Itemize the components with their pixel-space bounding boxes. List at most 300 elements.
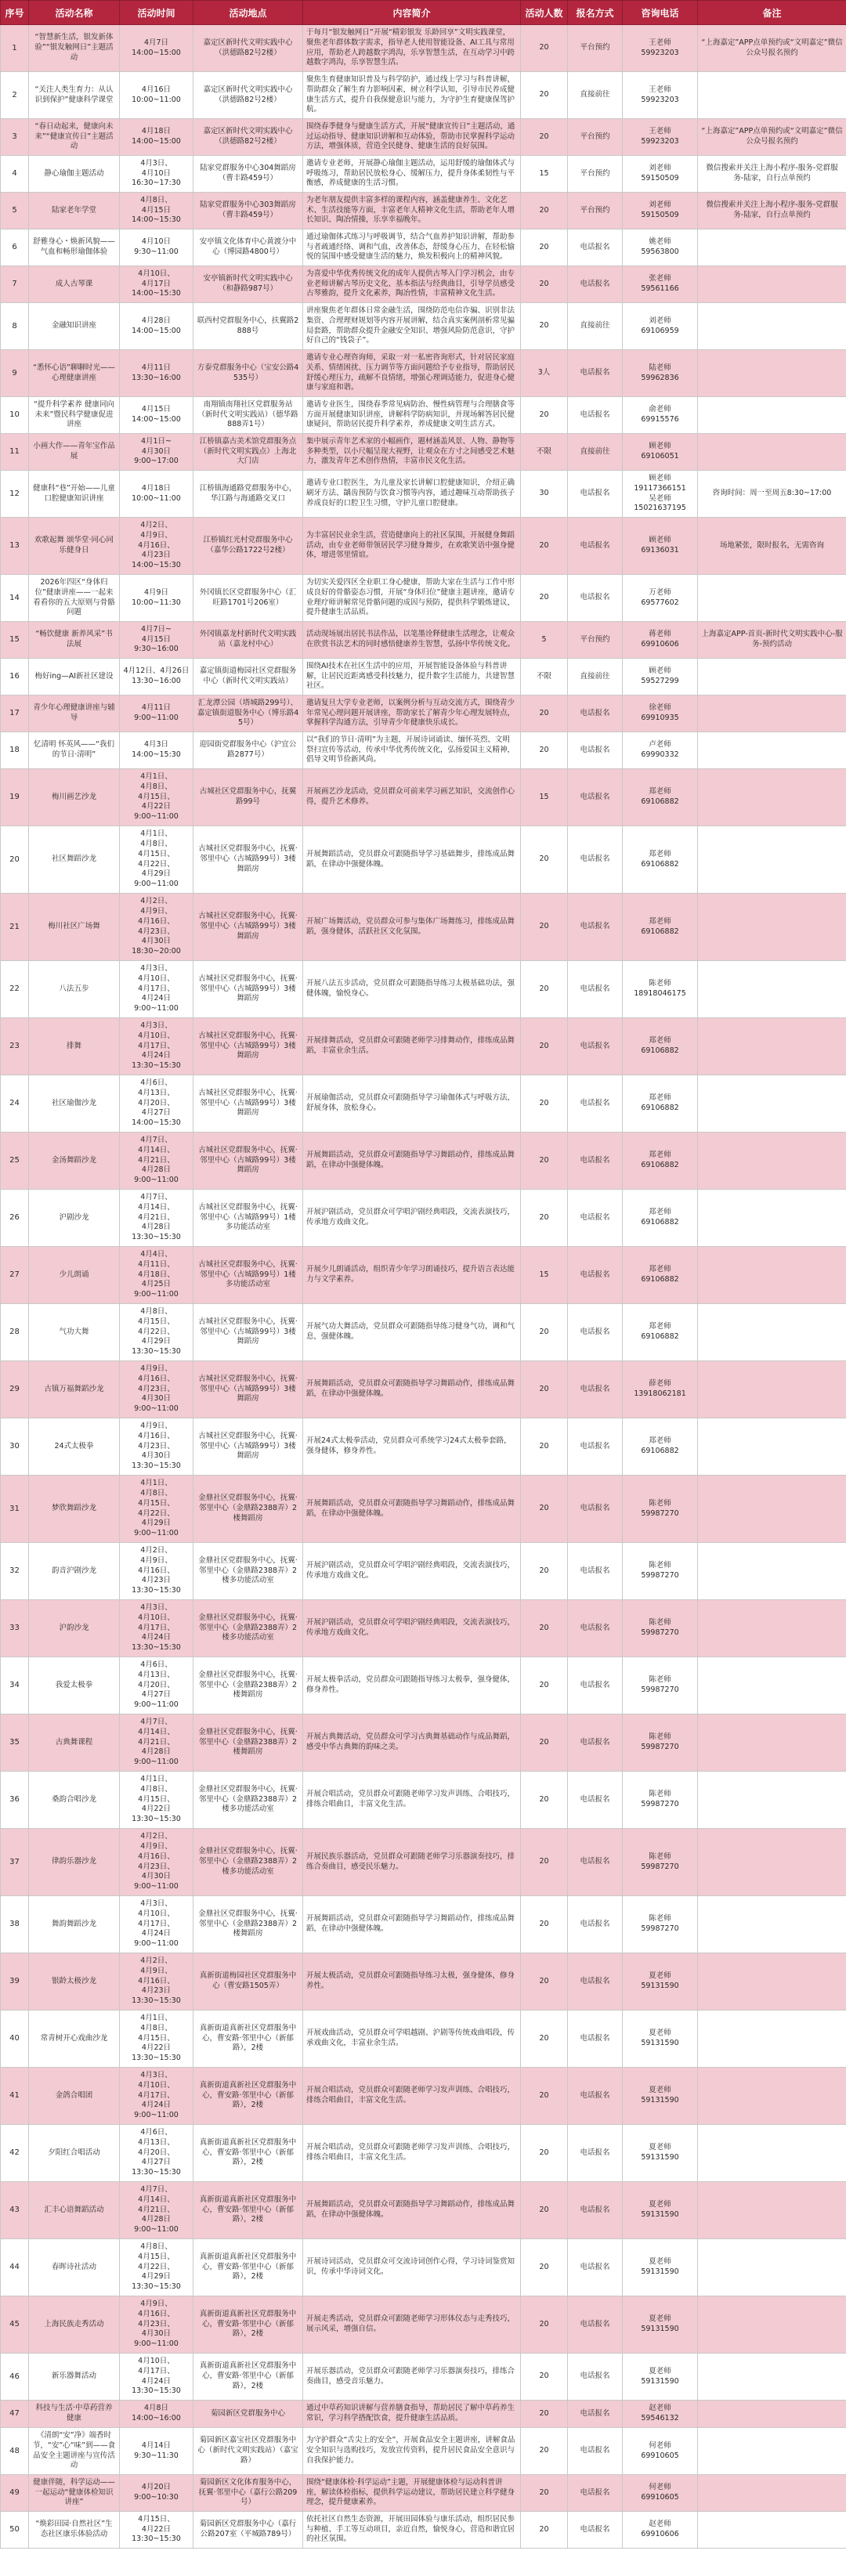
row-activity-name-text: 我爱太极拳 [55,1680,93,1689]
row-signup-method [568,303,623,350]
row-count [521,350,568,397]
row-count [521,2182,568,2239]
row-seq [1,732,29,769]
row-intro [303,1418,521,1476]
row-phone [623,1418,698,1476]
row-intro [303,1361,521,1418]
row-seq-text: 28 [9,1328,20,1337]
row-phone-text: 郑老师 69106882 [641,1036,679,1055]
row-signup-method [568,659,623,695]
row-signup-method [568,156,623,193]
row-phone [623,1953,698,2011]
row-intro-text: 开展诗词活动，党员群众可交流诗词创作心得，学习诗词鉴赏知识，传承中华诗词文化。 [306,2257,515,2276]
row-time [120,1247,193,1304]
row-seq-text: 22 [9,985,20,994]
row-phone [623,2239,698,2296]
row-activity-name-text: 气功大舞 [59,1327,89,1336]
row-place-text: 古城社区党群服务中心，抚翼·邻里中心（古城路99号）3楼舞蹈房 [198,844,298,873]
row-time-text: 4月2日、 4月9日、 4月16日、 4月23日 13:30~15:30 [132,1956,181,2006]
row-note [698,1896,846,1953]
row-activity-name-text: 金融知识讲座 [51,321,96,331]
row-signup-method [568,2068,623,2125]
row-place-text: 安亭镇文化体育中心黄渡分中心（博园路4800号） [199,237,297,256]
row-intro [303,193,521,229]
row-intro-text: 通过瑜伽体式练习与呼吸调节，结合气血养护知识讲解，帮助参与者疏通经络、调和气血，改善体态，舒缓身心压力，在轻松愉悦的氛围中感受健康生活的魅力，焕发积极向上的精神风貌。 [306,232,515,262]
row-signup-method-text: 电话报名 [580,2262,610,2271]
row-activity-name-text: 八法五步 [59,984,89,993]
row-signup-method [568,732,623,769]
row-intro [303,1075,521,1133]
row-place-text: 古城社区党群服务中心，抚翼·邻里中心（古城路99号）3楼舞蹈房 [198,1374,298,1404]
row-count [521,2428,568,2475]
row-time [120,1896,193,1953]
row-signup-method-text: 电话报名 [580,1041,610,1050]
row-phone-text: 王老师 59923203 [641,127,679,146]
row-time [120,1772,193,1829]
row-seq-text: 5 [12,206,17,215]
row-place [193,119,303,156]
row-activity-name-text: “畅饮健康 新养风采”书法展 [35,630,113,649]
row-seq [1,193,29,229]
row-place-text: 江桥镇海通路党群服务中心，华江路与海通路交叉口 [199,483,297,503]
row-activity-name-text: 青少年心理健康讲座与辅导 [33,703,115,722]
row-place-text: 真新街道真新社区党群服务中心，曹安路·邻里中心（新郁路），2楼 [199,2252,297,2282]
row-phone-text: 郑老师 69106882 [641,1265,679,1284]
row-phone [623,732,698,769]
row-phone [623,2182,698,2239]
row-place-text: 嘉定镇街道梅园社区党群服务中心（新时代文明实践站） [199,667,297,685]
row-count [521,2475,568,2512]
row-signup-method-text: 电话报名 [580,1098,610,1107]
row-signup-method-text: 电话报名 [580,2446,610,2455]
row-phone-text: 王老师 59923203 [641,85,679,104]
row-time [120,2182,193,2239]
row-time-text: 4月3日、 4月10日、 4月17日、 4月24日 13:30~15:30 [132,1021,181,1071]
row-activity-name [29,434,120,471]
row-time-text: 4月12日、4月26日 13:30~16:00 [123,667,190,685]
row-place [193,1714,303,1772]
row-phone-text: 郑老师 69106882 [641,1436,679,1455]
row-count [521,2512,568,2549]
row-seq-text: 41 [9,2091,20,2101]
row-note [698,695,846,732]
row-seq-text: 6 [12,243,17,252]
header-intro: 内容简介 [303,1,521,25]
row-activity-name-text: “智慧新生活，银发新体验”“银发触网日”主题活动 [34,33,114,62]
row-intro [303,2011,521,2068]
row-activity-name [29,2354,120,2401]
row-time [120,961,193,1018]
row-intro [303,434,521,471]
row-place-text: 金鼎社区党群服务中心，抚翼·邻里中心（金鼎路2388弄）2楼舞蹈房 [198,1909,298,1938]
table-row [1,659,846,695]
row-count [521,2011,568,2068]
row-phone [623,1543,698,1600]
row-phone-text: 刘老师 59150509 [641,164,679,182]
row-phone-text: 俞老师 69915576 [641,405,679,424]
row-intro-text: 开展舞蹈活动，党员群众可跟随指导学习基础舞步，排练成品舞蹈，在律动中强健体魄。 [306,849,515,869]
row-activity-name [29,2296,120,2354]
row-phone [623,1476,698,1543]
row-intro-text: 开展排舞活动，党员群众可跟随老师学习排舞动作，排练成品舞蹈，丰富业余生活。 [306,1036,515,1055]
row-time [120,434,193,471]
row-phone-text: 夏老师 59131590 [641,2200,679,2219]
row-signup-method [568,2296,623,2354]
row-intro [303,156,521,193]
table-row [1,266,846,303]
row-seq [1,2512,29,2549]
row-count [521,695,568,732]
row-note [698,1418,846,1476]
row-time [120,1018,193,1075]
row-place [193,1600,303,1657]
row-count [521,1543,568,1600]
row-count [521,826,568,894]
row-time-text: 4月8日、 4月15日、 4月22日、 4月29日 13:30~15:30 [132,2242,181,2292]
row-note [698,2068,846,2125]
row-place-text: 汇龙潭公园（塔城路299号）、嘉定镇街道服务中心（博乐路45号） [197,698,299,728]
row-activity-name-text: 梅好ing—AI新社区建设 [34,671,114,681]
row-activity-name [29,2068,120,2125]
row-activity-name-text: 梦欣舞蹈沙龙 [51,1504,96,1513]
row-seq-text: 32 [9,1566,20,1576]
row-activity-name [29,350,120,397]
row-activity-name-text: “焕彩田园·自然社区”生态社区康乐体验活动 [35,2520,113,2538]
row-count [521,1657,568,1714]
row-intro [303,2182,521,2239]
row-signup-method [568,266,623,303]
row-activity-name-text: 金鸽合唱团 [55,2090,93,2100]
table-row [1,2239,846,2296]
row-note [698,1657,846,1714]
row-phone [623,397,698,434]
row-place-text: 迎园街党群服务中心（沪宜公路2877号） [199,740,297,759]
table-row [1,1896,846,1953]
row-signup-method-text: 平台预约 [580,168,610,178]
row-seq-text: 30 [9,1442,20,1451]
row-signup-method-text: 平台预约 [580,43,610,52]
row-seq-text: 15 [9,635,20,645]
table-row [1,229,846,266]
row-seq-text: 35 [9,1738,20,1747]
row-count [521,25,568,72]
row-signup-method-text: 电话报名 [580,1976,610,1985]
row-signup-method [568,2428,623,2475]
row-activity-name [29,2239,120,2296]
row-place-text: 菊园新区党群服务中心 [210,2408,285,2418]
row-place-text: 金鼎社区党群服务中心，抚翼·邻里中心（金鼎路2388弄）2楼舞蹈房 [198,1670,298,1700]
row-signup-method [568,2239,623,2296]
row-signup-method-text: 直接前往 [580,446,610,456]
row-phone-text: 陈老师 59987270 [641,1914,679,1933]
row-phone [623,575,698,622]
row-place [193,2512,303,2549]
row-place-text: 金鼎社区党群服务中心，抚翼·邻里中心（金鼎路2388弄）2楼多功能活动室 [198,1555,298,1585]
row-intro-text: 开展舞蹈活动，党员群众可跟随指导学习舞蹈动作，排练成品舞蹈，在律动中强健体魄。 [306,2200,515,2219]
row-seq [1,1418,29,1476]
row-phone-text: 郑老师 69106882 [641,916,679,936]
row-note [698,350,846,397]
row-count-text: 20 [539,2205,549,2214]
row-phone-text: 夏老师 59131590 [641,2257,679,2276]
row-count-text: 20 [539,1155,549,1165]
row-intro [303,266,521,303]
row-note [698,622,846,659]
row-count [521,1772,568,1829]
row-phone-text: 顾老师 69106051 [641,442,679,461]
row-intro [303,229,521,266]
row-place [193,1476,303,1543]
row-count [521,434,568,471]
row-place-text: 金鼎社区党群服务中心，抚翼·邻里中心（金鼎路2388弄）2楼舞蹈房 [198,1494,298,1523]
row-place-text: 外冈镇嘉龙村新时代文明实践站（嘉龙村中心） [199,630,297,649]
row-place [193,2239,303,2296]
row-seq-text: 47 [9,2409,20,2419]
row-phone-text: 郑老师 69106882 [641,787,679,806]
row-intro [303,25,521,72]
table-body [1,25,846,2549]
row-signup-method [568,1133,623,1190]
row-seq-text: 49 [9,2488,20,2498]
row-activity-name-text: 成人古琴课 [55,279,93,288]
row-seq-text: 3 [12,132,17,142]
row-intro [303,961,521,1018]
row-activity-name [29,826,120,894]
row-seq [1,622,29,659]
row-phone [623,894,698,961]
row-count [521,622,568,659]
row-count-text: 15 [539,1270,549,1279]
row-signup-method [568,1896,623,1953]
row-phone [623,961,698,1018]
row-time [120,229,193,266]
row-intro [303,769,521,826]
row-activity-name [29,1829,120,1896]
row-time [120,1190,193,1247]
row-time-text: 4月2日、 4月9日、 4月16日、 4月23日、 4月30日 9:00~11:00 [134,1832,179,1891]
table-row [1,2401,846,2428]
row-place [193,518,303,575]
row-intro [303,2125,521,2182]
row-count-text: 20 [539,2446,549,2455]
row-intro-text: 围绕春季健身与健康生活方式，开展“健康宣传日”主题活动，通过运动指导、健康知识讲解和互动体验，帮助市民掌握科学运动方法，增强体质，营造全民健身、健康生活的良好氛围。 [306,121,515,151]
row-signup-method [568,1304,623,1361]
row-activity-name [29,1896,120,1953]
row-activity-name-text: “提升科学素养 健康同向未来”暨民科学健康促进讲座 [34,399,114,429]
row-intro [303,826,521,894]
row-time [120,2011,193,2068]
row-activity-name-text: 24式太极拳 [54,1441,94,1451]
row-note [698,1714,846,1772]
row-intro [303,303,521,350]
row-seq-text: 39 [9,1977,20,1986]
row-phone-text: 姚老师 59563800 [641,237,679,256]
row-count [521,397,568,434]
row-phone [623,695,698,732]
row-activity-name [29,303,120,350]
row-place [193,1247,303,1304]
row-intro [303,350,521,397]
row-seq-text: 48 [9,2446,20,2455]
row-count-text: 30 [539,489,549,498]
row-signup-method [568,1714,623,1772]
row-count [521,1476,568,1543]
row-phone [623,1772,698,1829]
row-activity-name-text: “悉怀心语”聊聊时光——心理健康讲座 [33,363,115,382]
row-count [521,1075,568,1133]
row-intro-text: 开展少儿朗诵活动，组织青少年学习朗诵技巧，提升语言表达能力与文学素养。 [306,1265,515,1284]
row-place [193,622,303,659]
table-row [1,2068,846,2125]
row-count-text: 15 [539,168,549,178]
row-phone [623,769,698,826]
row-seq [1,1896,29,1953]
row-place-text: 嘉定区新时代文明实践中心（洪德路82号2楼） [203,38,293,57]
row-phone-text: 陈老师 59987270 [641,1561,679,1580]
row-seq [1,1714,29,1772]
row-count-text: 20 [539,242,549,251]
row-signup-method [568,1418,623,1476]
row-time [120,2068,193,2125]
row-count [521,1600,568,1657]
row-note-text: 场地紧张，限时报名，无需咨询 [719,540,824,550]
row-phone-text: 薛老师 13918062181 [634,1379,686,1398]
row-signup-method [568,1600,623,1657]
row-note [698,1190,846,1247]
row-count-text: 20 [539,745,549,754]
row-note [698,2011,846,2068]
row-place [193,2011,303,2068]
row-phone [623,2401,698,2428]
row-phone [623,2125,698,2182]
row-count [521,1018,568,1075]
row-signup-method-text: 直接前往 [580,90,610,99]
row-activity-name [29,119,120,156]
row-seq [1,2239,29,2296]
row-seq-text: 11 [9,447,20,457]
row-activity-name [29,518,120,575]
row-seq [1,350,29,397]
row-place [193,826,303,894]
row-place-text: 方泰党群服务中心（宝安公路4535号） [197,363,299,382]
row-seq-text: 1 [12,43,17,52]
row-time-text: 4月18日 10:00~11:00 [132,483,181,503]
table-row [1,2475,846,2512]
row-signup-method-text: 电话报名 [580,745,610,754]
row-activity-name [29,1018,120,1075]
row-count-text: 20 [539,2319,549,2329]
row-seq-text: 29 [9,1385,20,1394]
row-count-text: 20 [539,2148,549,2157]
row-signup-method-text: 电话报名 [580,1155,610,1165]
row-seq [1,1772,29,1829]
row-place [193,25,303,72]
row-place [193,732,303,769]
row-seq [1,518,29,575]
row-activity-name [29,1714,120,1772]
header-seq: 序号 [1,1,29,25]
row-phone [623,2428,698,2475]
row-activity-name-text: 陆家老年学堂 [51,205,96,215]
row-time [120,72,193,119]
row-signup-method [568,350,623,397]
row-intro-text: 开展太极拳活动，党员群众可跟随指导练习太极拳，强身健体，修身养性。 [306,1675,515,1694]
row-note [698,659,846,695]
row-time [120,695,193,732]
row-activity-name-text: 新乐器舞活动 [51,2372,96,2381]
row-time [120,350,193,397]
row-count-text: 20 [539,321,549,331]
row-phone [623,1018,698,1075]
row-activity-name [29,397,120,434]
table-row [1,1018,846,1075]
row-signup-method-text: 电话报名 [580,1919,610,1928]
row-place-text: 金鼎社区党群服务中心，抚翼·邻里中心（金鼎路2388弄）2楼舞蹈房 [198,1727,298,1757]
row-count-text: 20 [539,1212,549,1222]
row-phone-text: 陈老师 59987270 [641,1790,679,1808]
row-seq-text: 4 [12,169,17,179]
row-place [193,1190,303,1247]
row-activity-name [29,25,120,72]
row-time-text: 4月6日、 4月13日、 4月20日、 4月27日 13:30~15:30 [132,2127,181,2177]
row-count-text: 3人 [537,368,551,378]
row-signup-method-text: 电话报名 [580,984,610,993]
row-place-text: 外冈镇长区党群服务中心（汇旺路1701号206室） [199,587,297,607]
row-note [698,2475,846,2512]
row-phone [623,1075,698,1133]
row-intro-text: 开展合唱活动，党员群众可跟随老师学习发声训练、合唱技巧，排练合唱曲目，丰富文化生活。 [306,1790,515,1808]
row-activity-name-text: 少儿朗诵 [59,1270,89,1279]
row-activity-name [29,695,120,732]
row-signup-method [568,2125,623,2182]
row-activity-name [29,156,120,193]
row-intro [303,575,521,622]
row-activity-name-text: 古镇万福舞蹈沙龙 [44,1384,104,1393]
row-phone [623,1133,698,1190]
row-signup-method [568,471,623,518]
row-place [193,2428,303,2475]
row-note [698,826,846,894]
row-count [521,2068,568,2125]
row-phone [623,25,698,72]
row-note [698,72,846,119]
row-seq-text: 37 [9,1857,20,1866]
row-signup-method [568,769,623,826]
row-seq [1,397,29,434]
row-seq-text: 17 [9,709,20,718]
row-place [193,1361,303,1418]
row-place-text: 菊园新区文化体育服务中心，抚翼·邻里中心（嘉行公路209号） [198,2477,298,2507]
header-count: 活动人数 [521,1,568,25]
row-place-text: 联西村党群服务中心，扶翼路2888号 [197,316,299,335]
row-activity-name [29,1953,120,2011]
table-row [1,1543,846,1600]
row-time [120,1543,193,1600]
row-seq-text: 46 [9,2372,20,2381]
row-activity-name [29,894,120,961]
row-phone-text: 卢老师 69990332 [641,740,679,759]
row-seq [1,1133,29,1190]
row-intro-text: 通过中草药知识讲解与营养膳食指导，帮助居民了解中草药养生常识，学习科学搭配饮食，提升健康生活品质。 [306,2404,515,2422]
row-intro [303,2401,521,2428]
row-count [521,193,568,229]
table-row [1,1600,846,1657]
row-intro [303,1190,521,1247]
row-intro-text: 为老年朋友提供丰富多样的课程内容，涵盖健康养生、文化艺术、生活技能等方面，丰富老年人精神文化生活，帮助老年人增长知识、陶冶情操，乐享幸福晚年。 [306,195,515,225]
row-intro-text: 围绕“健康体检·科学运动”主题，开展健康体检与运动科普讲座，解读体检指标，提供科学运动建议，帮助居民建立科学健身理念，提升健康素养。 [306,2477,515,2507]
row-place-text: 古城社区党群服务中心，抚翼路99号 [199,787,297,806]
table-row [1,894,846,961]
